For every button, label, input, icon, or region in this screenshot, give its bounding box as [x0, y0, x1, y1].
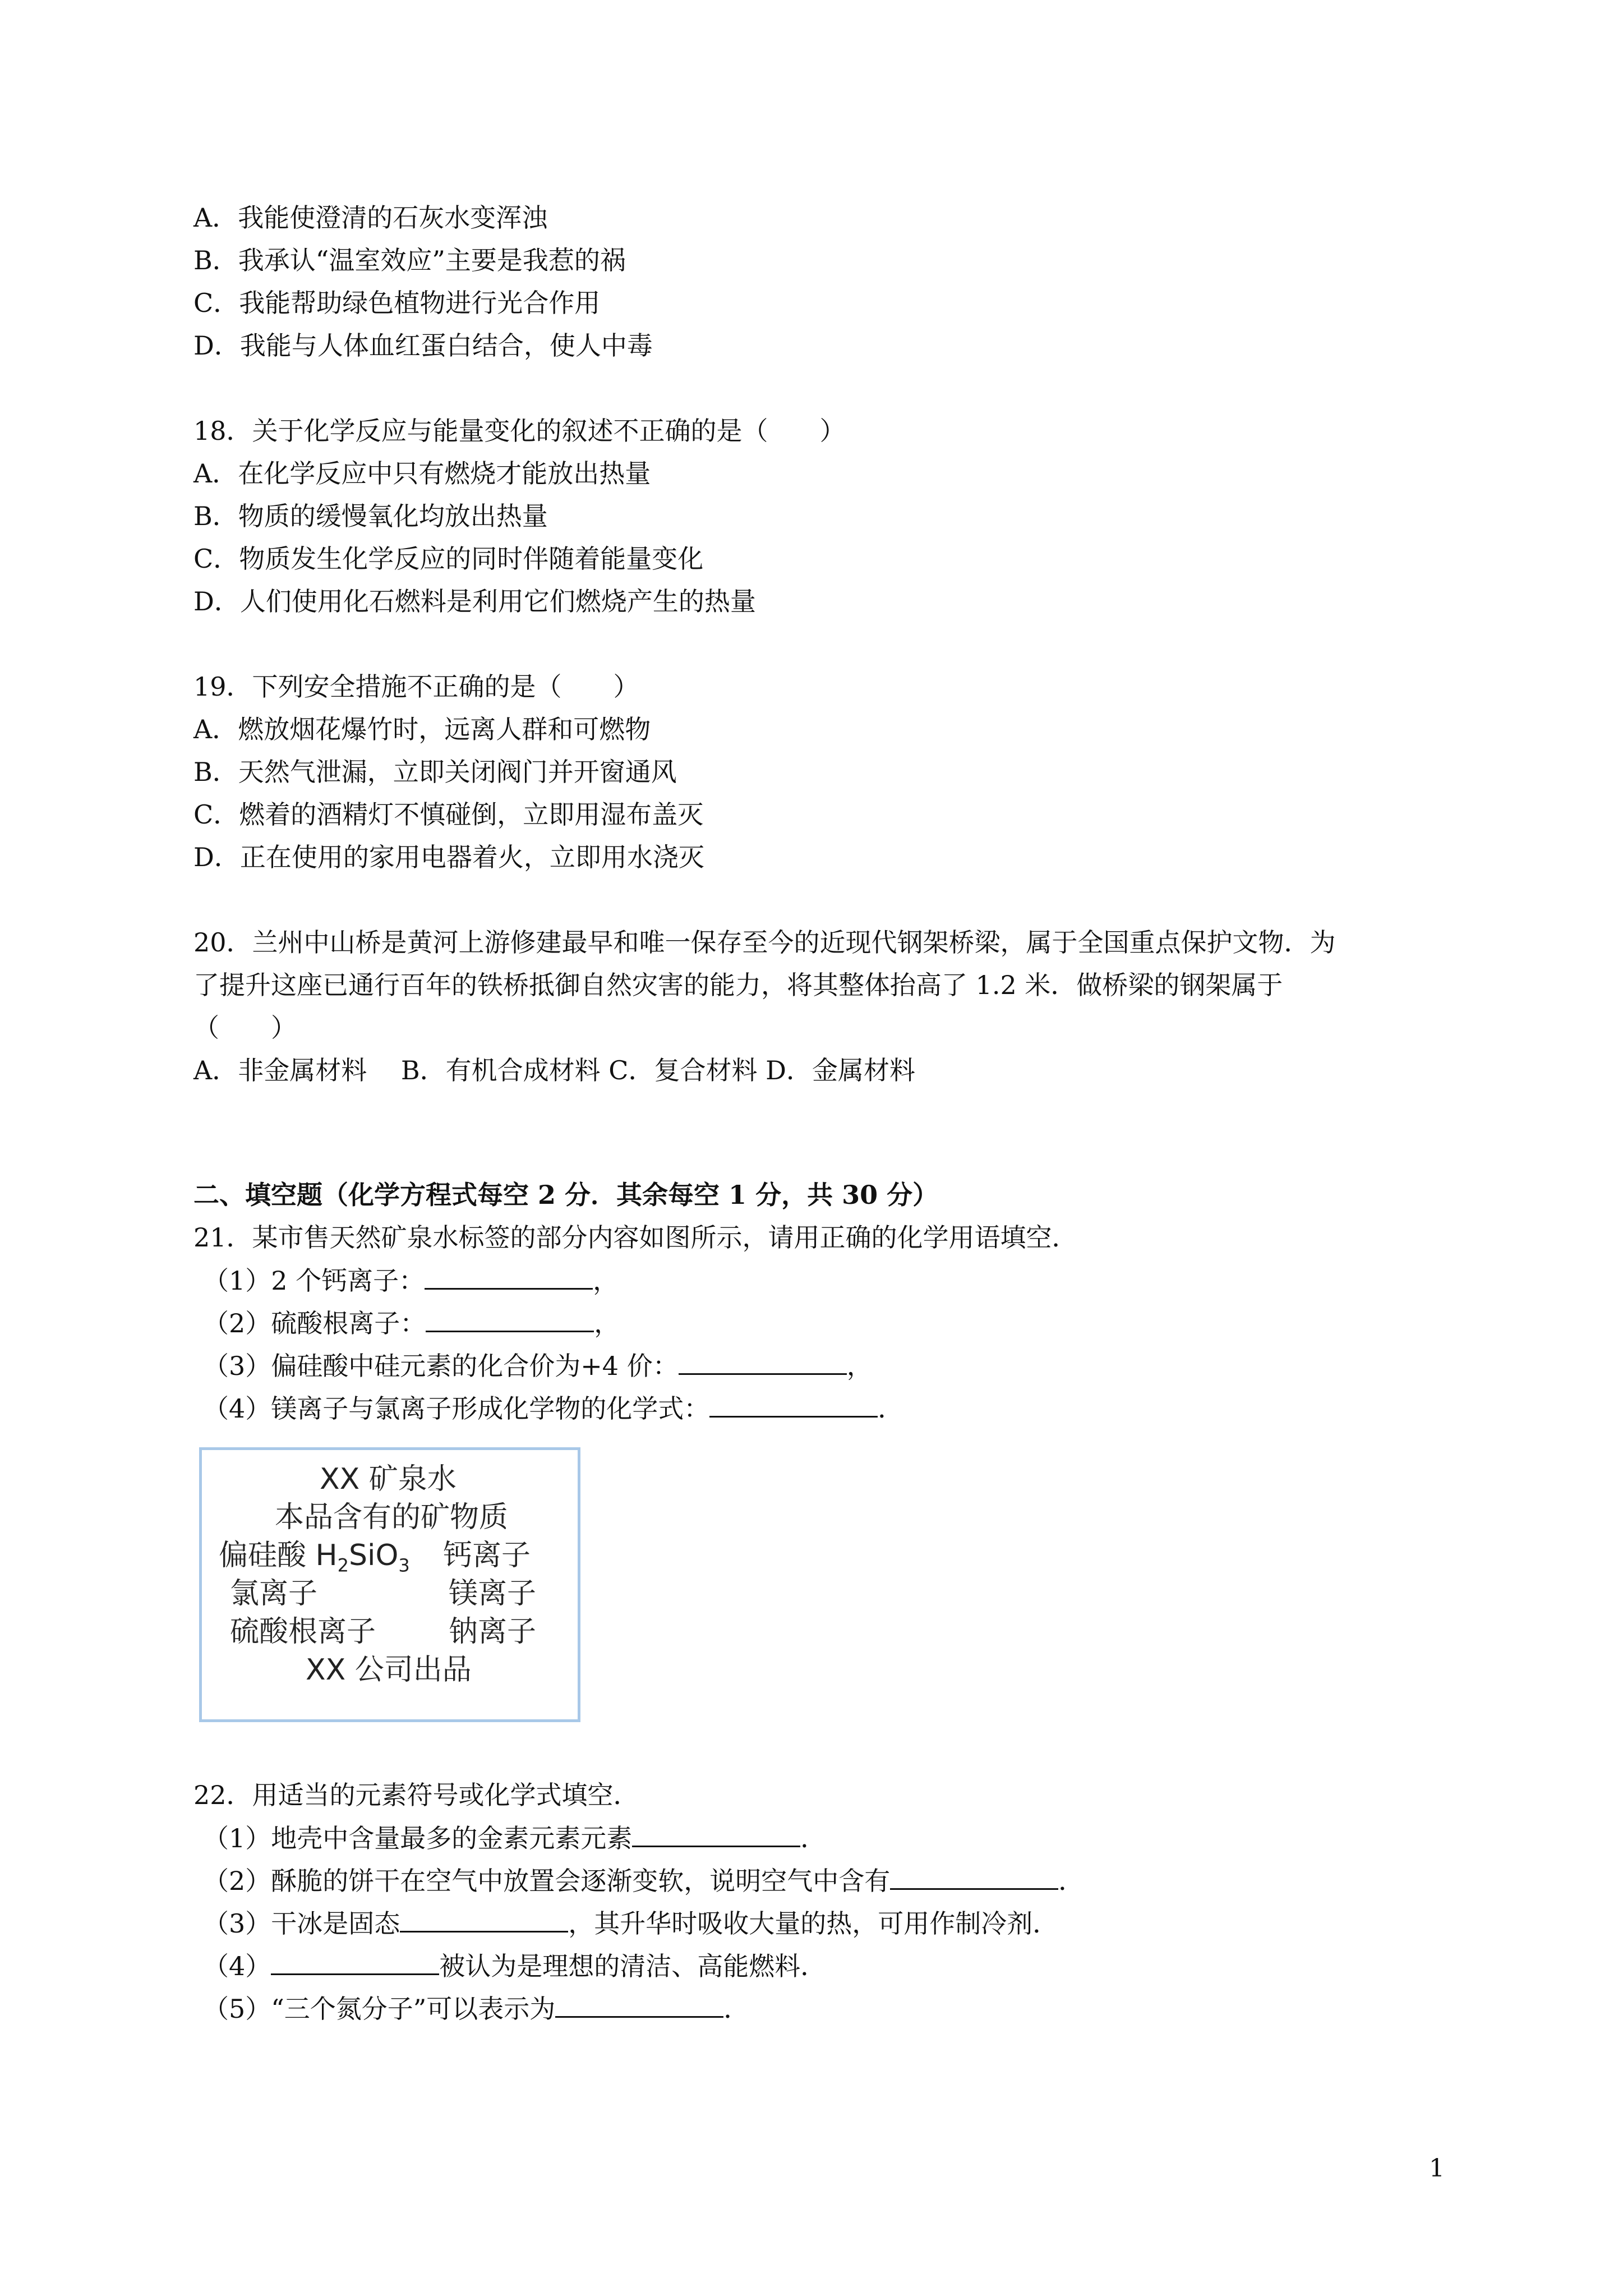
q17-option-b: B．我承认“温室效应”主要是我惹的祸 [193, 245, 626, 275]
q17-option-a: A．我能使澄清的石灰水变浑浊 [193, 203, 548, 233]
label-calcium-ion: 钙离子 [443, 1539, 531, 1572]
q21-item-3: （3）偏硅酸中硅元素的化合价为+4 价： ， [203, 1349, 873, 1383]
q21-stem: 21．某市售天然矿泉水标签的部分内容如图所示，请用正确的化学用语填空． [193, 1222, 1078, 1253]
q20-options: A．非金属材料 B．有机合成材料 C．复合材料 D．金属材料 [193, 1055, 915, 1085]
answer-blank[interactable] [400, 1906, 568, 1932]
q19-stem: 19．下列安全措施不正确的是（ ） [193, 671, 639, 702]
q19-option-a: A．燃放烟花爆竹时，远离人群和可燃物 [193, 714, 651, 744]
q21-item-4: （4）镁离子与氯离子形成化学物的化学式： ． [203, 1391, 903, 1425]
q22-stem: 22．用适当的元素符号或化学式填空． [193, 1780, 639, 1810]
q19-option-b: B．天然气泄漏，立即关闭阀门并开窗通风 [193, 757, 677, 787]
q18-stem: 18．关于化学反应与能量变化的叙述不正确的是（ ） [193, 416, 846, 446]
answer-blank[interactable] [425, 1263, 593, 1290]
page-number: 1 [1429, 2154, 1445, 2183]
answer-blank[interactable] [679, 1349, 847, 1375]
section-2-title: 二、填空题（化学方程式每空 2 分．其余每空 1 分，共 30 分） [193, 1180, 939, 1210]
q17-option-c: C．我能帮助绿色植物进行光合作用 [193, 288, 601, 318]
q21-item-1: （1）2 个钙离子： ， [203, 1263, 619, 1297]
label-sulfate-ion: 硫酸根离子 [230, 1615, 376, 1649]
q20-stem-line2: 了提升这座已通行百年的铁桥抵御自然灾害的能力，将其整体抬高了 1.2 米．做桥梁的钢架属于 [193, 970, 1283, 1000]
label-metasilicic-acid: 偏硅酸 $H_2SiO_3$ [219, 1539, 410, 1576]
q21-item-2: （2）硫酸根离子： ， [203, 1306, 620, 1340]
q18-option-d: D．人们使用化石燃料是利用它们燃烧产生的热量 [193, 586, 756, 616]
q19-option-d: D．正在使用的家用电器着火，立即用水浇灭 [193, 842, 704, 872]
q22-item-2: （2）酥脆的饼干在空气中放置会逐渐变软，说明空气中含有 ． [203, 1864, 1084, 1898]
answer-blank[interactable] [632, 1821, 800, 1847]
q20-stem-line3: （ ） [193, 1013, 297, 1043]
answer-blank[interactable] [709, 1391, 878, 1418]
q18-option-c: C．物质发生化学反应的同时伴随着能量变化 [193, 544, 704, 574]
q22-item-1: （1）地壳中含量最多的金素元素元素 ． [203, 1821, 826, 1855]
q22-item-5: （5）“三个氮分子”可以表示为 ． [203, 1991, 749, 2026]
q22-item-4: （4） 被认为是理想的清洁、高能燃料． [203, 1949, 826, 1983]
q18-option-a: A．在化学反应中只有燃烧才能放出热量 [193, 458, 651, 489]
label-magnesium-ion: 镁离子 [449, 1577, 537, 1611]
answer-blank[interactable] [890, 1864, 1058, 1890]
label-chloride-ion: 氯离子 [230, 1577, 318, 1611]
q18-option-b: B．物质的缓慢氧化均放出热量 [193, 501, 548, 531]
mineral-water-label [199, 1447, 580, 1722]
label-footer: XX 公司出品 [306, 1653, 472, 1687]
q19-option-c: C．燃着的酒精灯不慎碰倒，立即用湿布盖灭 [193, 799, 704, 830]
answer-blank[interactable] [426, 1306, 594, 1332]
answer-blank[interactable] [555, 1991, 723, 2018]
label-title: XX 矿泉水 [320, 1462, 457, 1496]
answer-blank[interactable] [271, 1949, 439, 1975]
q22-item-3: （3）干冰是固态 ，其升华时吸收大量的热，可用作制冷剂． [203, 1906, 1058, 1940]
label-subtitle: 本品含有的矿物质 [275, 1501, 509, 1534]
q17-option-d: D．我能与人体血红蛋白结合，使人中毒 [193, 330, 653, 361]
label-sodium-ion: 钠离子 [449, 1615, 537, 1649]
q20-stem-line1: 20．兰州中山桥是黄河上游修建最早和唯一保存至今的近现代钢架桥梁，属于全国重点保护文物．为 [193, 927, 1336, 958]
